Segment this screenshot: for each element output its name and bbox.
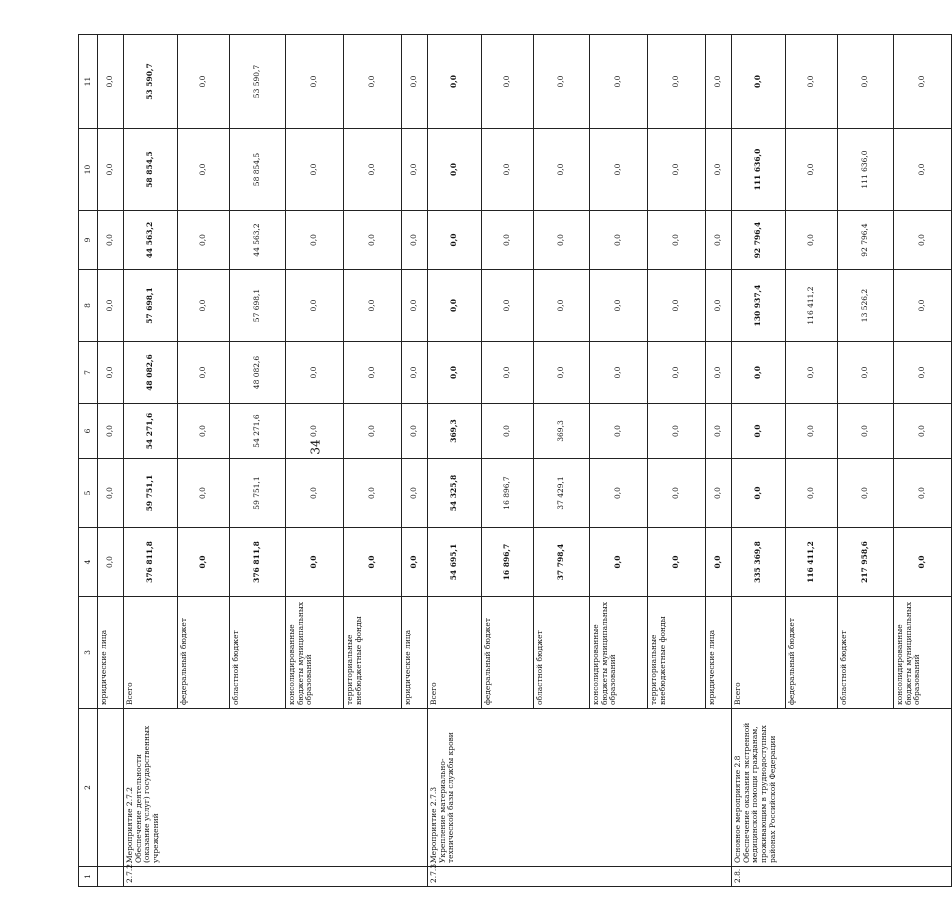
value-cell-col-5: 59 751,1 bbox=[124, 459, 178, 528]
value-cell-col-5: 0,0 bbox=[344, 459, 402, 528]
value-cell-col-7: 0,0 bbox=[178, 342, 230, 404]
value-cell-col-9: 92 796,4 bbox=[838, 211, 894, 270]
value-cell-col-4: 54 695,1 bbox=[428, 528, 482, 597]
value-cell-col-9: 0,0 bbox=[894, 211, 952, 270]
value-cell-col-7: 0,0 bbox=[98, 342, 124, 404]
value-cell-col-10: 111 636,0 bbox=[838, 129, 894, 211]
funding-source: Всего bbox=[428, 597, 482, 709]
table-body bbox=[98, 35, 952, 887]
value-cell-col-6: 0,0 bbox=[590, 404, 648, 459]
value-cell-col-11: 0,0 bbox=[534, 35, 590, 129]
value-cell-col-8: 13 526,2 bbox=[838, 270, 894, 342]
value-cell-col-5: 0,0 bbox=[706, 459, 732, 528]
value-cell-col-7: 0,0 bbox=[402, 342, 428, 404]
value-cell-col-4: 0,0 bbox=[286, 528, 344, 597]
value-cell-col-6: 0,0 bbox=[482, 404, 534, 459]
value-cell-col-6: 0,0 bbox=[648, 404, 706, 459]
value-cell-col-4: 0,0 bbox=[894, 528, 952, 597]
value-cell-col-6: 0,0 bbox=[344, 404, 402, 459]
value-cell-col-8: 0,0 bbox=[894, 270, 952, 342]
value-cell-col-5: 0,0 bbox=[732, 459, 786, 528]
value-cell-col-5: 54 325,8 bbox=[428, 459, 482, 528]
value-cell-col-9: 0,0 bbox=[344, 211, 402, 270]
value-cell-col-4: 0,0 bbox=[402, 528, 428, 597]
value-cell-col-11: 0,0 bbox=[286, 35, 344, 129]
value-cell-col-8: 0,0 bbox=[98, 270, 124, 342]
value-cell-col-10: 0,0 bbox=[786, 129, 838, 211]
value-cell-col-9: 44 563,2 bbox=[124, 211, 178, 270]
value-cell-col-5: 0,0 bbox=[178, 459, 230, 528]
value-cell-col-8: 0,0 bbox=[402, 270, 428, 342]
header-col-4: 4 bbox=[79, 528, 98, 597]
header-col-7: 7 bbox=[79, 342, 98, 404]
value-cell-col-11: 0,0 bbox=[706, 35, 732, 129]
value-cell-col-6: 0,0 bbox=[98, 404, 124, 459]
value-cell-col-4: 0,0 bbox=[344, 528, 402, 597]
funding-source: федеральный бюджет bbox=[786, 597, 838, 709]
value-cell-col-6: 0,0 bbox=[402, 404, 428, 459]
value-cell-col-6: 369,3 bbox=[534, 404, 590, 459]
value-cell-col-6: 0,0 bbox=[894, 404, 952, 459]
value-cell-col-7: 48 082,6 bbox=[124, 342, 178, 404]
value-cell-col-9: 0,0 bbox=[178, 211, 230, 270]
value-cell-col-4: 37 798,4 bbox=[534, 528, 590, 597]
value-cell-col-5: 0,0 bbox=[402, 459, 428, 528]
value-cell-col-9: 0,0 bbox=[590, 211, 648, 270]
value-cell-col-11: 0,0 bbox=[402, 35, 428, 129]
value-cell-col-10: 0,0 bbox=[98, 129, 124, 211]
value-cell-col-7: 0,0 bbox=[534, 342, 590, 404]
value-cell-col-10: 0,0 bbox=[648, 129, 706, 211]
value-cell-col-5: 0,0 bbox=[286, 459, 344, 528]
value-cell-col-11: 0,0 bbox=[894, 35, 952, 129]
page-number: 34 bbox=[308, 439, 323, 455]
value-cell-col-5: 37 429,1 bbox=[534, 459, 590, 528]
value-cell-col-10: 0,0 bbox=[534, 129, 590, 211]
value-cell-col-10: 111 636,0 bbox=[732, 129, 786, 211]
value-cell-col-7: 0,0 bbox=[706, 342, 732, 404]
value-cell-col-5: 59 751,1 bbox=[230, 459, 286, 528]
budget-table bbox=[78, 34, 952, 887]
value-cell-col-9: 0,0 bbox=[428, 211, 482, 270]
event-code: 2.7.2. bbox=[124, 867, 428, 887]
value-cell-col-7: 0,0 bbox=[894, 342, 952, 404]
value-cell-col-11: 0,0 bbox=[428, 35, 482, 129]
event-title: Мероприятие 2.7.3 Укрепление материально-технической базы службы крови bbox=[428, 709, 732, 867]
value-cell-col-11: 0,0 bbox=[482, 35, 534, 129]
value-cell-col-11: 53 590,7 bbox=[230, 35, 286, 129]
value-cell-col-6: 0,0 bbox=[178, 404, 230, 459]
funding-source: Всего bbox=[732, 597, 786, 709]
value-cell-col-4: 16 896,7 bbox=[482, 528, 534, 597]
value-cell-col-5: 0,0 bbox=[894, 459, 952, 528]
value-cell-col-6: 0,0 bbox=[732, 404, 786, 459]
value-cell-col-8: 0,0 bbox=[286, 270, 344, 342]
value-cell-col-10: 0,0 bbox=[178, 129, 230, 211]
value-cell-col-10: 0,0 bbox=[286, 129, 344, 211]
header-col-2: 2 bbox=[79, 709, 98, 867]
value-cell-col-8: 0,0 bbox=[534, 270, 590, 342]
value-cell-col-10: 58 854,5 bbox=[230, 129, 286, 211]
header-col-9: 9 bbox=[79, 211, 98, 270]
header-col-10: 10 bbox=[79, 129, 98, 211]
value-cell-col-4: 0,0 bbox=[590, 528, 648, 597]
value-cell-col-8: 0,0 bbox=[482, 270, 534, 342]
value-cell-col-6: 0,0 bbox=[286, 404, 344, 459]
value-cell-col-11: 0,0 bbox=[732, 35, 786, 129]
table-row bbox=[98, 35, 124, 887]
event-code: 2.8. bbox=[732, 867, 952, 887]
funding-source: юридические лица bbox=[98, 597, 124, 709]
value-cell-col-9: 0,0 bbox=[786, 211, 838, 270]
value-cell-col-11: 0,0 bbox=[786, 35, 838, 129]
value-cell-col-7: 0,0 bbox=[732, 342, 786, 404]
value-cell-col-4: 376 811,8 bbox=[230, 528, 286, 597]
header-row bbox=[79, 35, 98, 887]
value-cell-col-8: 0,0 bbox=[648, 270, 706, 342]
funding-source: консолидированные бюджеты муниципальных образований bbox=[894, 597, 952, 709]
value-cell-col-6: 54 271,6 bbox=[124, 404, 178, 459]
value-cell-col-9: 0,0 bbox=[706, 211, 732, 270]
value-cell-col-9: 0,0 bbox=[534, 211, 590, 270]
value-cell-col-7: 0,0 bbox=[590, 342, 648, 404]
event-title: Основное мероприятие 2.8 Обеспечение оказания экстренной медицинской помощи гражданам, проживающим в труднодоступных районах Российской Федерации bbox=[732, 709, 952, 867]
funding-source: консолидированные бюджеты муниципальных образований bbox=[590, 597, 648, 709]
value-cell-col-8: 0,0 bbox=[178, 270, 230, 342]
funding-source: областной бюджет bbox=[230, 597, 286, 709]
value-cell-col-5: 0,0 bbox=[838, 459, 894, 528]
value-cell-col-7: 48 082,6 bbox=[230, 342, 286, 404]
value-cell-col-7: 0,0 bbox=[286, 342, 344, 404]
value-cell-col-11: 0,0 bbox=[178, 35, 230, 129]
table-row bbox=[124, 35, 178, 887]
value-cell-col-6: 369,3 bbox=[428, 404, 482, 459]
event-code: 2.7.3. bbox=[428, 867, 732, 887]
event-title bbox=[98, 709, 124, 867]
value-cell-col-9: 44 563,2 bbox=[230, 211, 286, 270]
value-cell-col-11: 0,0 bbox=[590, 35, 648, 129]
funding-source: консолидированные бюджеты муниципальных образований bbox=[286, 597, 344, 709]
value-cell-col-10: 0,0 bbox=[590, 129, 648, 211]
value-cell-col-9: 0,0 bbox=[482, 211, 534, 270]
event-title: Мероприятие 2.7.2 Обеспечение деятельности (оказание услуг) государственных учреждений bbox=[124, 709, 428, 867]
header-col-11: 11 bbox=[79, 35, 98, 129]
value-cell-col-4: 376 811,8 bbox=[124, 528, 178, 597]
value-cell-col-7: 0,0 bbox=[786, 342, 838, 404]
value-cell-col-4: 0,0 bbox=[648, 528, 706, 597]
header-col-3: 3 bbox=[79, 597, 98, 709]
value-cell-col-10: 58 854,5 bbox=[124, 129, 178, 211]
value-cell-col-11: 53 590,7 bbox=[124, 35, 178, 129]
value-cell-col-10: 0,0 bbox=[482, 129, 534, 211]
value-cell-col-9: 92 796,4 bbox=[732, 211, 786, 270]
value-cell-col-6: 0,0 bbox=[838, 404, 894, 459]
value-cell-col-7: 0,0 bbox=[648, 342, 706, 404]
funding-source: территориальные внебюджетные фонды bbox=[648, 597, 706, 709]
funding-source: областной бюджет bbox=[534, 597, 590, 709]
value-cell-col-5: 0,0 bbox=[648, 459, 706, 528]
value-cell-col-10: 0,0 bbox=[428, 129, 482, 211]
value-cell-col-11: 0,0 bbox=[344, 35, 402, 129]
value-cell-col-7: 0,0 bbox=[344, 342, 402, 404]
value-cell-col-8: 0,0 bbox=[590, 270, 648, 342]
value-cell-col-5: 0,0 bbox=[590, 459, 648, 528]
funding-source: федеральный бюджет bbox=[178, 597, 230, 709]
value-cell-col-10: 0,0 bbox=[402, 129, 428, 211]
value-cell-col-4: 335 369,8 bbox=[732, 528, 786, 597]
value-cell-col-5: 0,0 bbox=[98, 459, 124, 528]
value-cell-col-9: 0,0 bbox=[648, 211, 706, 270]
header-col-8: 8 bbox=[79, 270, 98, 342]
funding-source: федеральный бюджет bbox=[482, 597, 534, 709]
value-cell-col-8: 57 698,1 bbox=[230, 270, 286, 342]
value-cell-col-11: 0,0 bbox=[838, 35, 894, 129]
value-cell-col-8: 0,0 bbox=[344, 270, 402, 342]
header-col-6: 6 bbox=[79, 404, 98, 459]
value-cell-col-10: 0,0 bbox=[344, 129, 402, 211]
value-cell-col-7: 0,0 bbox=[482, 342, 534, 404]
value-cell-col-9: 0,0 bbox=[98, 211, 124, 270]
value-cell-col-8: 57 698,1 bbox=[124, 270, 178, 342]
value-cell-col-5: 0,0 bbox=[786, 459, 838, 528]
value-cell-col-7: 0,0 bbox=[838, 342, 894, 404]
value-cell-col-9: 0,0 bbox=[402, 211, 428, 270]
value-cell-col-10: 0,0 bbox=[706, 129, 732, 211]
value-cell-col-4: 0,0 bbox=[98, 528, 124, 597]
value-cell-col-5: 16 896,7 bbox=[482, 459, 534, 528]
value-cell-col-4: 0,0 bbox=[178, 528, 230, 597]
funding-source: территориальные внебюджетные фонды bbox=[344, 597, 402, 709]
value-cell-col-8: 0,0 bbox=[706, 270, 732, 342]
value-cell-col-10: 0,0 bbox=[894, 129, 952, 211]
value-cell-col-8: 130 937,4 bbox=[732, 270, 786, 342]
value-cell-col-6: 0,0 bbox=[706, 404, 732, 459]
funding-source: юридические лица bbox=[402, 597, 428, 709]
value-cell-col-8: 116 411,2 bbox=[786, 270, 838, 342]
value-cell-col-6: 54 271,6 bbox=[230, 404, 286, 459]
event-code bbox=[98, 867, 124, 887]
header-col-5: 5 bbox=[79, 459, 98, 528]
value-cell-col-11: 0,0 bbox=[98, 35, 124, 129]
funding-source: Всего bbox=[124, 597, 178, 709]
value-cell-col-7: 0,0 bbox=[428, 342, 482, 404]
value-cell-col-4: 217 958,6 bbox=[838, 528, 894, 597]
table-row bbox=[732, 35, 786, 887]
value-cell-col-11: 0,0 bbox=[648, 35, 706, 129]
value-cell-col-4: 116 411,2 bbox=[786, 528, 838, 597]
value-cell-col-4: 0,0 bbox=[706, 528, 732, 597]
header-col-1: 1 bbox=[79, 867, 98, 887]
table-row bbox=[428, 35, 482, 887]
funding-source: областной бюджет bbox=[838, 597, 894, 709]
funding-source: юридические лица bbox=[706, 597, 732, 709]
rotated-table-wrapper bbox=[78, 35, 927, 887]
value-cell-col-9: 0,0 bbox=[286, 211, 344, 270]
value-cell-col-6: 0,0 bbox=[786, 404, 838, 459]
value-cell-col-8: 0,0 bbox=[428, 270, 482, 342]
